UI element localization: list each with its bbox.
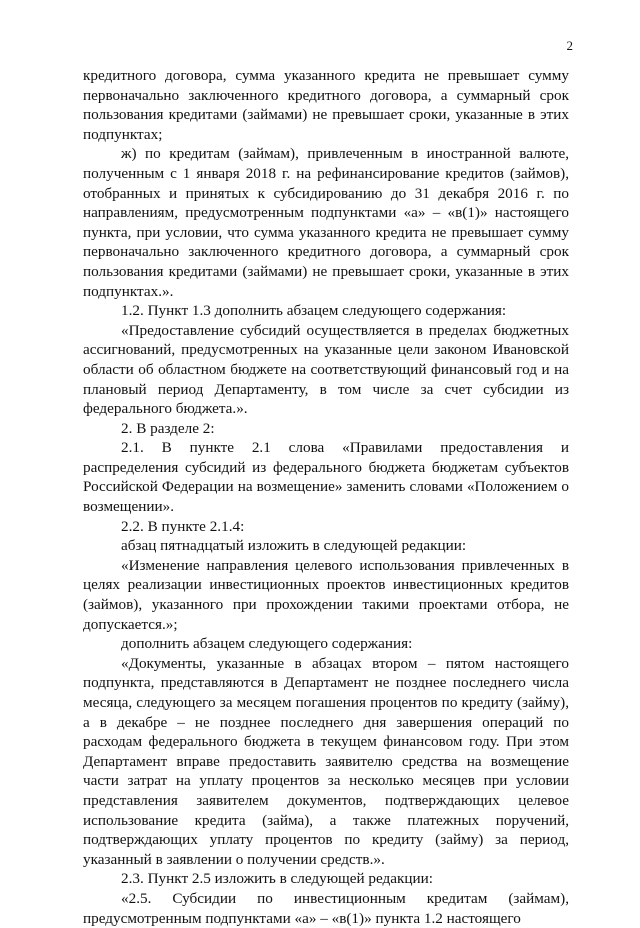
paragraph-add-abzac: дополнить абзацем следующего содержания:: [121, 635, 413, 653]
paragraph-quote-subsidies: «Предоставление субсидий осуществляется в пределах бюджетных ассигнований, предусмотренных на указанные цели законом Ивановской области об областном бюджете на соответствующий финансовый год и на плановый период Департаменту, в том числе за счет субсидии из федерального бюджета.».: [83, 321, 569, 418]
paragraph-continuation: кредитного договора, сумма указанного кредита не превышает сумму первоначально заключенного кредитного договора, а суммарный срок пользования кредитами (займами) не превышает сроки, указанные в этих подпунктах;: [83, 67, 569, 143]
paragraph-fifteenth-abzac: абзац пятнадцатый изложить в следующей редакции:: [121, 537, 467, 555]
page-number: 2: [566, 38, 573, 53]
document-body: [83, 66, 569, 928]
paragraph-amendment-1-2: 1.2. Пункт 1.3 дополнить абзацем следующего содержания:: [121, 302, 507, 320]
paragraph-item-zh: ж) по кредитам (займам), привлеченным в иностранной валюте, полученным с 1 января 2018 г. на рефинансирование кредитов (займов), отобранных и принятых к субсидированию до 31 декабря 2016 г. по направлениям, предусмотренным подпунктами «а» – «в(1)» настоящего пункта, при условии, что сумма указанного кредита не превышает сумму первоначально заключенного кредитного договора, а суммарный срок пользования кредитами (займами) не превышает сроки, указанные в этих подпунктах.».: [83, 145, 569, 300]
paragraph-quote-documents: «Документы, указанные в абзацах втором – пятом настоящего подпункта, представляются в Департамент не позднее последнего числа месяца, следующего за месяцем погашения процентов по кредиту (займу), а в декабре – не позднее последнего дня завершения операций по расходам федерального бюджета в текущем финансовом году. При этом Департамент вправе предоставить заявителю средства на возмещение части затрат на уплату процентов за несколько месяцев при условии представления заявителем документов, подтверждающих целевое использование кредита (займа), а также платежных поручений, подтверждающих уплату процентов по кредиту (займу) за период, указанный в заявлении о получении средств.».: [83, 654, 569, 868]
paragraph-amendment-2-3: 2.3. Пункт 2.5 изложить в следующей редакции:: [121, 870, 434, 888]
paragraph-amendment-2-2: 2.2. В пункте 2.1.4:: [121, 517, 245, 535]
paragraph-quote-2-5: «2.5. Субсидии по инвестиционным кредитам (займам), предусмотренным подпунктами «а» – «в(1)» пункта 1.2 настоящего: [83, 889, 569, 927]
paragraph-section-2: 2. В разделе 2:: [121, 419, 215, 437]
paragraph-quote-direction-change: «Изменение направления целевого использования привлеченных в целях реализации инвестиционных проектов инвестиционных кредитов (займов), указанного при прохождении такими проектами отбора, не допускается.»;: [83, 556, 569, 633]
paragraph-amendment-2-1: 2.1. В пункте 2.1 слова «Правилами предоставления и распределения субсидий из федерального бюджета бюджетам субъектов Российской Федерации на возмещение» заменить словами «Положением о возмещении».: [83, 439, 569, 516]
